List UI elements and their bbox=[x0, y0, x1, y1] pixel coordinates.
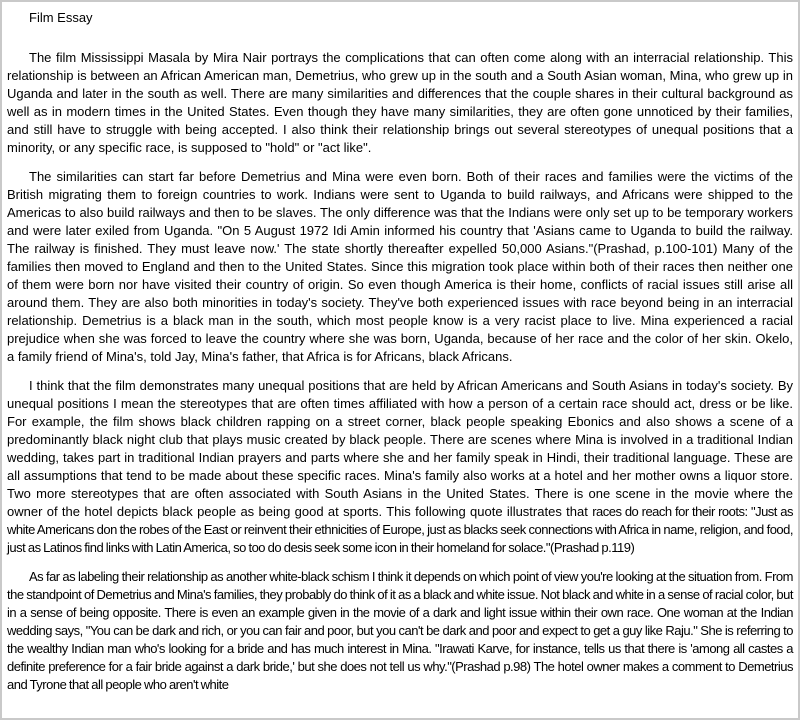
paragraph-stereotypes-condensed-run: races do reach for their roots: "Just as white Americans don the robes of the East or reinvent their ethnicities of Europe, just as blacks seek connections with Africa in name, religion, and food, just as Latinos find links with Latin America, so too do desis seek some icon in their homeland for solace."(Prashad p.119) bbox=[7, 504, 793, 555]
paragraph-similarities: The similarities can start far before Demetrius and Mina were even born. Both of their races and families were the victims of the British migrating them to foreign countries to work. Indians were sent to Uganda to build railways, and Africans were shipped to the Americas to also build railways and then to be slaves. The only difference was that the Indians were only set up to be temporary workers and were later exiled from Uganda. "On 5 August 1972 Idi Amin informed his country that 'Asians came to Uganda to build the railway. The railway is finished. They must leave now.' The state shortly thereafter expelled 50,000 Asians."(Prashad, p.100-101) Many of the families then moved to England and then to the United States. Since this migration took place within both of their races then neither one of them were born nor have visited their country of origin. So even though America is their home, conflicts of racial issues still arise all around them. They are also both minorities in today's society. They've both experienced issues with race beyond being in an interracial relationship. Demetrius is a black man in the south, which most people know is a very racist place to live. Mina experienced a racial prejudice when she was forced to leave the country where she was born, Uganda, because of her race and the color of her skin. Okelo, a family friend of Mina's, told Jay, Mina's father, that Africa is for Africans, black Africans. bbox=[7, 169, 793, 364]
paragraph-intro: The film Mississippi Masala by Mira Nair portrays the complications that can often come along with an interracial relationship. This relationship is between an African American man, Demetrius, who grew up in the south and a South Asian woman, Mina, who grew up in Uganda and later in the south as well. There are many similarities and differences that the couple shares in their cultural background as well as in modern times in the United States. Even though they have many similarities, they are often gone unnoticed by their families, and still have to struggle with being accepted. I also think their relationship brings out several stereotypes of unequal positions that a minority, or any specific race, is supposed to "hold" or "act like". bbox=[7, 50, 793, 155]
paragraph-stereotypes-normal-run: I think that the film demonstrates many unequal positions that are held by African Americans and South Asians in today's society. By unequal positions I mean the stereotypes that are often times affiliated with how a person of a certain race should act, dress or be like. For example, the film shows black children rapping on a street corner, black people speaking Ebonics and also shows a scene of a predominantly black night club that plays music created by black people. There are scenes where Mina is involved in a traditional Indian wedding, takes part in traditional Indian prayers and parts where she and her family speak in Hindi, their traditional language. These are all assumptions that tend to be made about these specific races. Mina's family also works at a hotel and her mother owns a liquor store. Two more stereotypes that are often associated with South Asians in the United States. There is one scene in the movie where the owner of the hotel depicts black people as being good at sports. This following quote illustrates that bbox=[7, 378, 793, 519]
paragraph-schism: As far as labeling their relationship as another white-black schism I think it depends on which point of view you're looking at the situation from. From the standpoint of Demetrius and Mina's families, they probably do think of it as a black and white issue. Not black and white in a sense of racial color, but in a sense of being opposite. There is even an example given in the movie of a dark and light issue within their own race. One woman at the Indian wedding says, "You can be dark and rich, or you can fair and poor, but you can't be dark and poor and expect to get a guy like Raju." She is referring to the wealthy Indian man who's looking for a bride and has much interest in Mina. "Irawati Karve, for instance, tells us that there is 'among all castes a definite preference for a fair bride against a dark bride,' but she does not tell us why."(Prashad p.98) The hotel owner makes a comment to Demetrius and Tyrone that all people who aren't white bbox=[7, 569, 793, 692]
document-body bbox=[7, 49, 793, 694]
document-title: Film Essay bbox=[29, 10, 93, 25]
paragraph-stereotypes bbox=[7, 377, 793, 557]
